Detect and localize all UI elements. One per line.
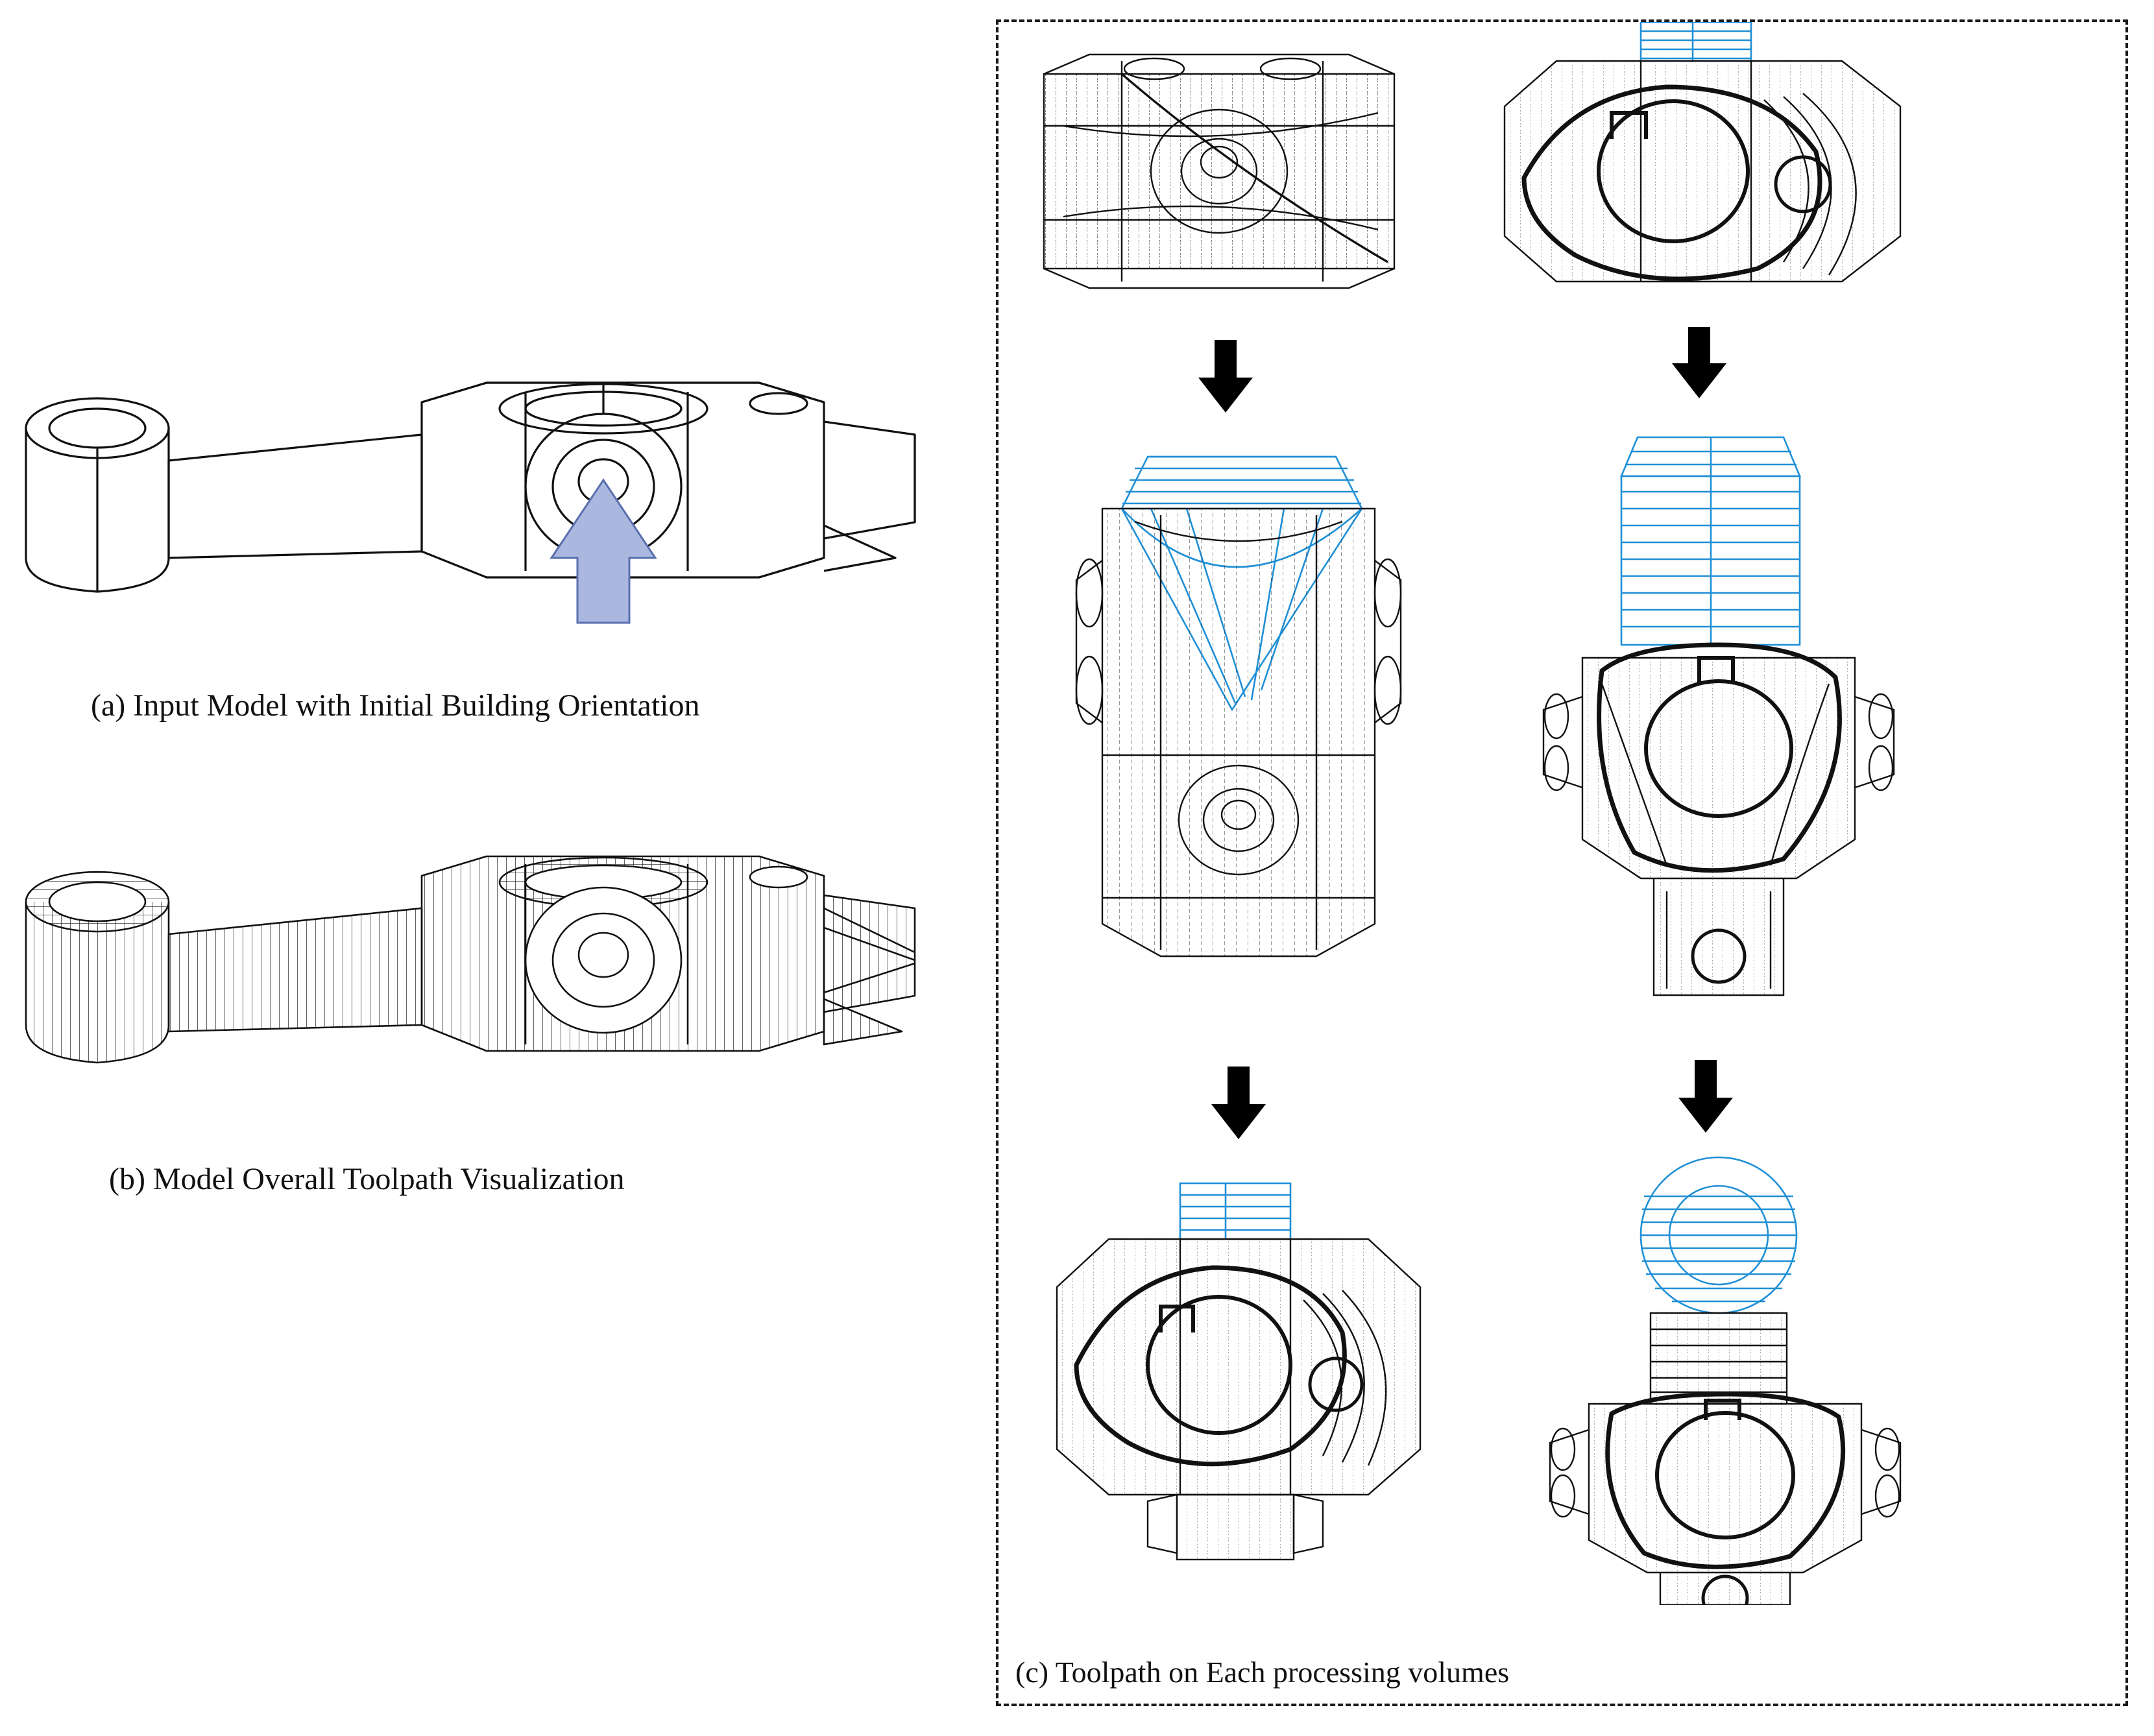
left-panel bbox=[0, 0, 986, 1736]
column-right-step-1 bbox=[1479, 22, 1933, 320]
build-direction-arrow bbox=[551, 480, 655, 623]
right-panel-dashed-box bbox=[996, 19, 2128, 1706]
column-right-step-2 bbox=[1505, 411, 1933, 1015]
blue-toolpath-volume bbox=[1621, 437, 1800, 645]
input-model-view bbox=[6, 363, 941, 642]
caption-a: (a) Input Model with Initial Building Orientation bbox=[91, 688, 700, 723]
column-left-step-1 bbox=[1024, 35, 1427, 314]
column-left-step-3 bbox=[1031, 1170, 1446, 1573]
blue-toolpath-volume bbox=[1641, 1157, 1797, 1313]
column-right-step-3 bbox=[1511, 1151, 1939, 1605]
caption-c: (c) Toolpath on Each processing volumes bbox=[1015, 1656, 1510, 1689]
caption-b: (b) Model Overall Toolpath Visualization bbox=[109, 1162, 625, 1196]
blue-toolpath-volume bbox=[1641, 22, 1751, 61]
blue-toolpath-volume bbox=[1180, 1183, 1290, 1239]
column-left-step-2 bbox=[1037, 431, 1440, 1015]
overall-toolpath-view bbox=[6, 830, 941, 1129]
